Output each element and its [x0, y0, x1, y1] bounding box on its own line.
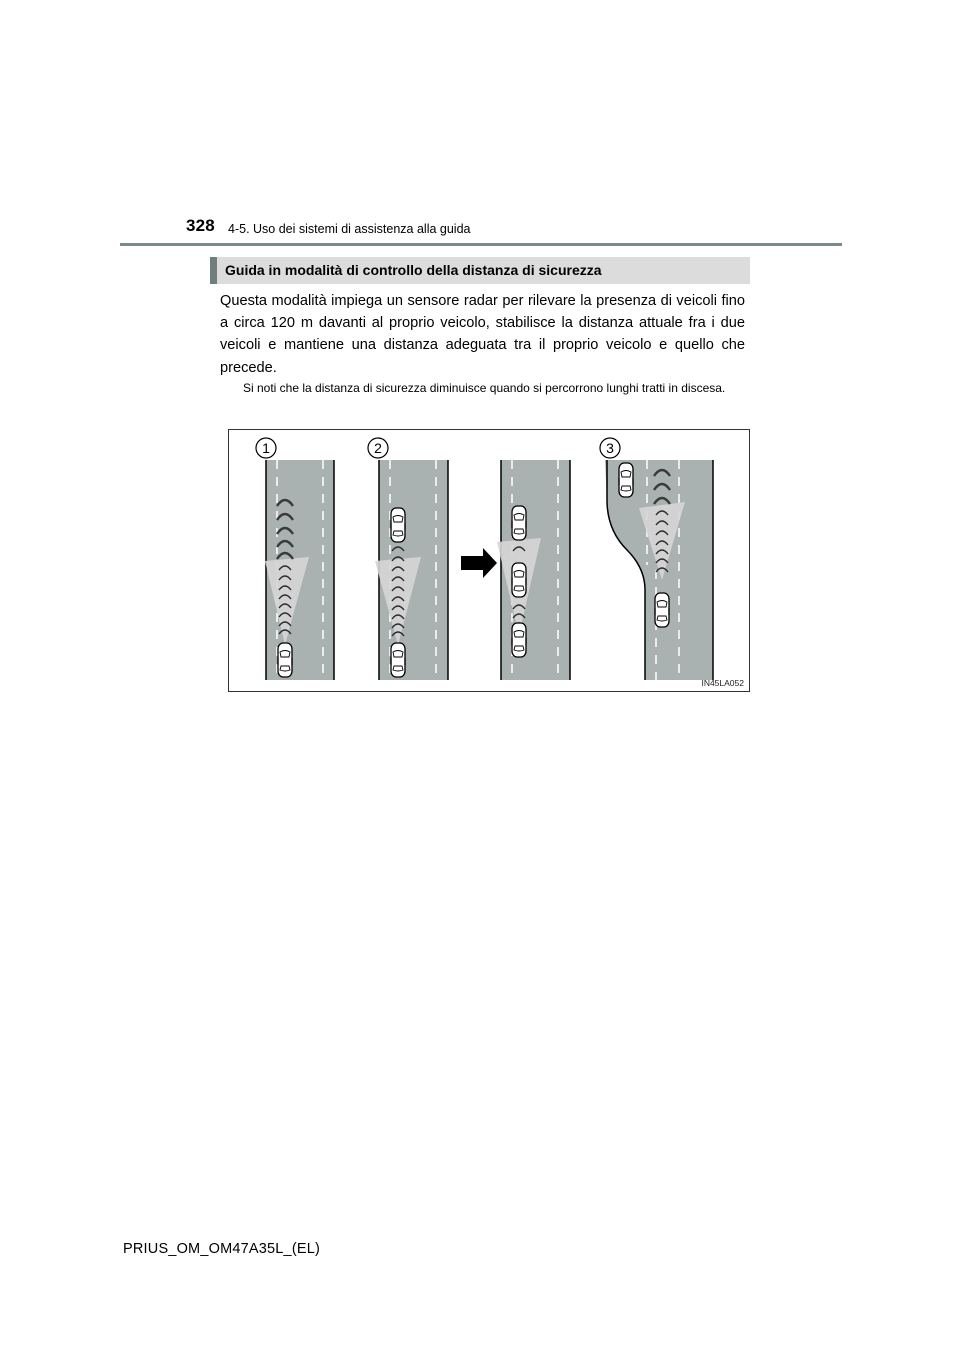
scenario-label-2: 2: [374, 440, 382, 456]
scenario-label-1: 1: [262, 440, 270, 456]
radar-illustration-svg: [229, 430, 749, 691]
road-scenario-3: [600, 438, 713, 680]
section-heading: Guida in modalità di controllo della distanza di sicurezza: [210, 257, 750, 284]
note-paragraph: Si noti che la distanza di sicurezza diminuisce quando si percorrono lunghi tratti in discesa.: [243, 381, 726, 395]
road-scenario-2b: [497, 460, 570, 680]
radar-illustration: [228, 429, 750, 692]
road-scenario-2: [368, 438, 448, 680]
chapter-title: 4-5. Uso dei sistemi di assistenza alla guida: [228, 222, 471, 236]
figure-code: IN45LA052: [701, 678, 744, 688]
scenario-label-3: 3: [606, 440, 614, 456]
footer-doc-code: PRIUS_OM_OM47A35L_(EL): [123, 1241, 321, 1257]
page-number: 328: [186, 216, 215, 235]
body-paragraph: Questa modalità impiega un sensore radar per rilevare la presenza di veicoli fino a circa 120 m davanti al proprio veicolo, stabilisce la distanza attuale fra i due veicoli e mantiene una distanza adeguata tra il proprio veicolo e quello che precede.: [220, 293, 745, 376]
road-scenario-1: [256, 438, 334, 680]
arrow-right-icon: [461, 548, 497, 578]
header-rule: [120, 243, 842, 246]
